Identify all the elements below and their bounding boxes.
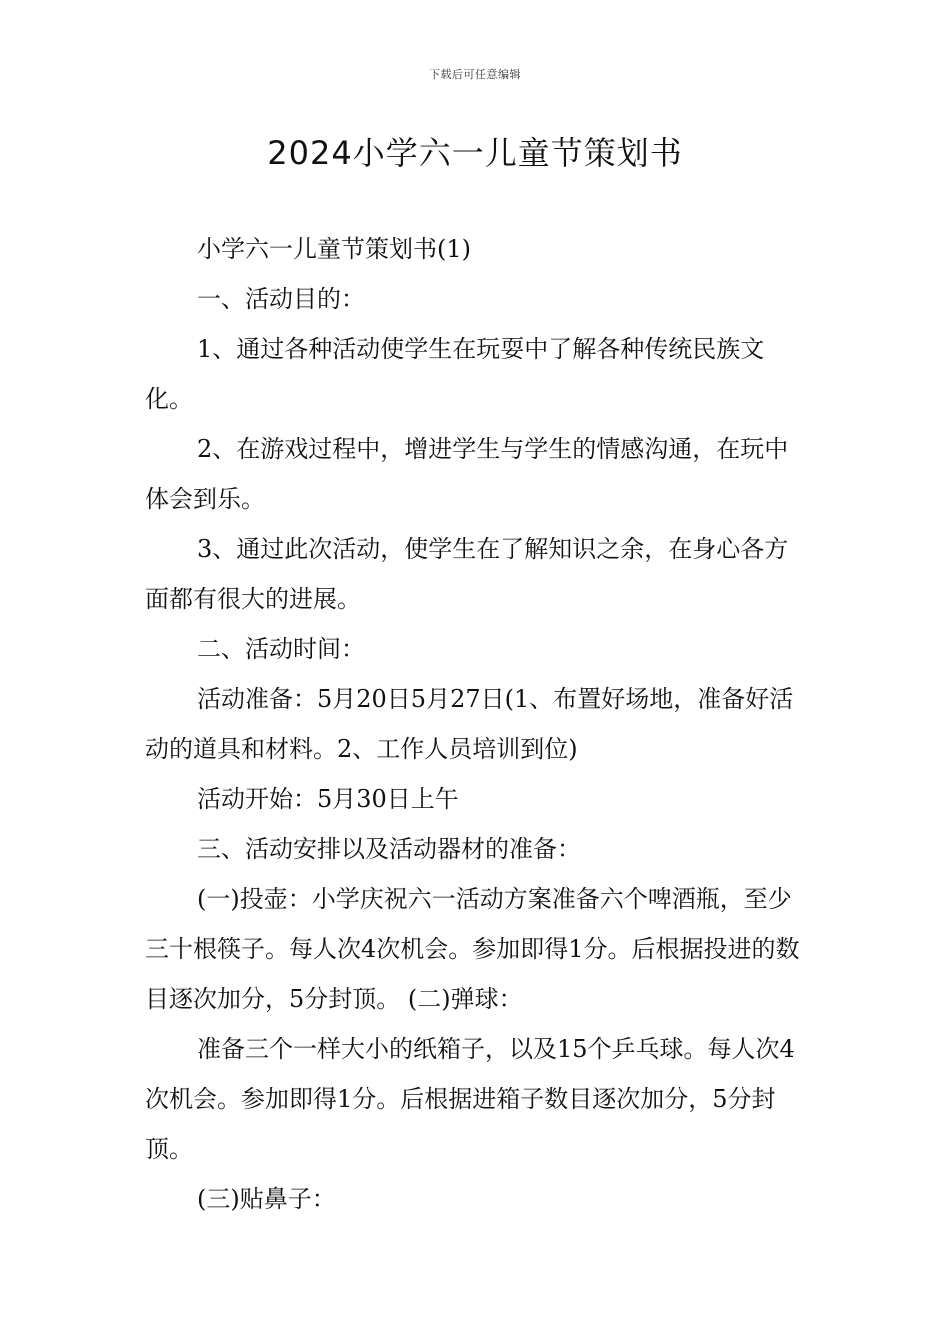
paragraph-activity-3: (三)贴鼻子：	[197, 1185, 336, 1213]
paragraph-heading-purpose: 一、活动目的：	[197, 285, 365, 313]
paragraph-activity-1: (一)投壶：小学庆祝六一活动方案准备六个啤酒瓶，至少三十根筷子。每人次4次机会。参加即得1分。后根据投进的数目逐次加分，5分封顶。 (二)弹球：	[145, 885, 800, 1013]
paragraph-purpose-2: 2、在游戏过程中，增进学生与学生的情感沟通，在玩中体会到乐。	[145, 435, 789, 513]
paragraph-time-prep: 活动准备：5月20日5月27日(1、布置好场地，准备好活动的道具和材料。2、工作人员培训到位)	[145, 685, 794, 763]
header-note: 下载后可任意编辑	[429, 68, 521, 81]
paragraph-purpose-1: 1、通过各种活动使学生在玩耍中了解各种传统民族文化。	[145, 335, 765, 413]
paragraph-subtitle: 小学六一儿童节策划书(1)	[197, 235, 471, 263]
paragraph-heading-time: 二、活动时间：	[197, 635, 365, 663]
document-body	[145, 224, 810, 1224]
paragraph-heading-arrangement: 三、活动安排以及活动器材的准备：	[197, 835, 581, 863]
document-title: 2024小学六一儿童节策划书	[267, 134, 683, 172]
paragraph-purpose-3: 3、通过此次活动，使学生在了解知识之余，在身心各方面都有很大的进展。	[145, 535, 789, 613]
paragraph-time-start: 活动开始：5月30日上午	[197, 785, 459, 813]
paragraph-activity-2: 准备三个一样大小的纸箱子，以及15个乒乓球。每人次4次机会。参加即得1分。后根据进箱子数目逐次加分，5分封顶。	[145, 1035, 795, 1163]
